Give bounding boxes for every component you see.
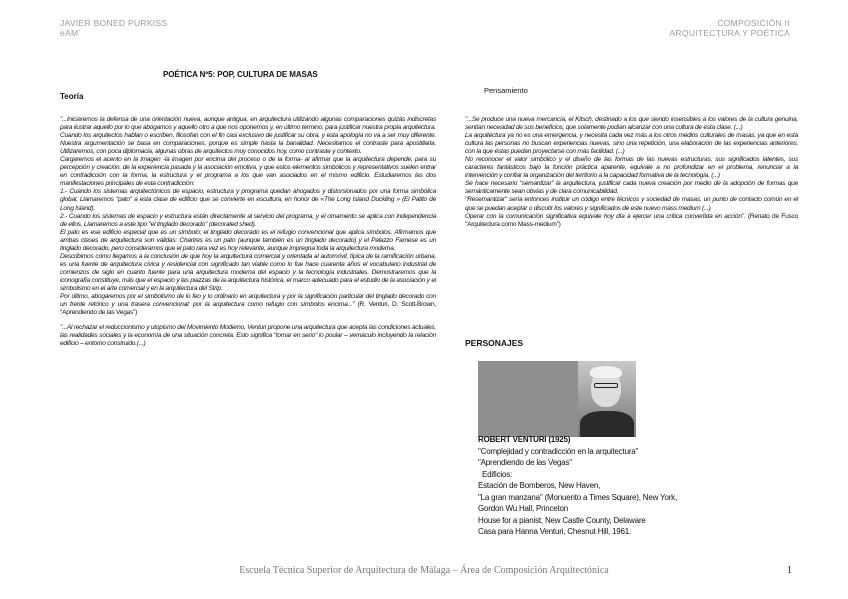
work-item: "Aprendiendo de las Vegas" — [478, 458, 572, 467]
personaje-info — [478, 434, 677, 538]
teoria-paragraph: 1.- Cuando los sistemas arquitectónicos de espacio, estructura y programa quedan ahogados y distorsionados por una forma simbólica global. Llamaremos "pato" a esta clase de edificio que se convierte en escultura, en honor de «The Long Island Duckling » (El Patito de Long Island). — [60, 188, 436, 212]
teoria-column — [60, 116, 436, 348]
pensamiento-paragraph: La arquitectura ya no es una emergencia, y necesita cada vez más a los otros medios culturales de masas, ya que en esta cultura las personas no buscan experiencias nuevas, sino una repetición, una elaboración de las experiencias anteriores, con la que éstas puedan proyectarse con más facilidad. (...) — [465, 132, 798, 156]
author-name: JAVIER BONED PURKISS — [60, 18, 168, 28]
header-left — [60, 18, 167, 38]
work-item: "La gran manzana" (Monuento a Times Square), New York, — [478, 492, 677, 502]
teoria-paragraph — [60, 293, 436, 317]
work-item: House for a pianist, New Castle County, Delaware — [478, 515, 646, 525]
work-item: Estación de Bomberos, New Haven, — [478, 481, 601, 490]
teoria-paragraph: 2.- Cuando los sistemas de espacio y estructura están directamente al servicio del programa, y el ornamento se aplica con independencia de ellos. Llamaremos a este tipo "el tinglado decorado" (decorated shed). — [60, 212, 436, 228]
work-item: Edificios: — [482, 469, 513, 479]
teoria-paragraph: "...Iniciaremos la defensa de una orientación nueva, aunque antigua, en arquitectura utilizando algunas comparaciones quizás indiscretas para ilustrar aquello por lo que abogamos y aquello otro a que nos oponemos y, en último término, para justificar nuestra propia arquitectura. Cuando los arquitectos hablan o escriben, filosofan con el fin casi exclusivo de justificar su obra, y esta apología no va a ser muy diferente. Nuestra argumentación se basa en comparaciones, porque es simple hasta la banalidad. Necesitamos el contraste para apostillarla. Utilizaremos, con poca diplomacia, algunas obras de arquitectos muy conocidos hoy, como contraste y contexto. — [60, 116, 436, 156]
pensamiento-paragraph — [465, 213, 798, 229]
pensamiento-paragraph: No reconocer el valor simbólico y el diseño de las formas de las nuevas estructuras, sus significados latentes, sus caracteres fantásticos bajo la función práctica aparente, equivale a no profundizar en el problema, renunciar a la intervención y confiar la organización del territorio a la capacidad formativa de la tecnología. (...) — [465, 156, 798, 180]
pensamiento-column — [465, 116, 798, 229]
personajes-heading: PERSONAJES — [465, 338, 524, 348]
teoria-paragraph: Describimos cómo llegamos a la conclusión de que hoy la arquitectura comercial y orientada al automóvil, típica de la ramificación urbana, es una fuente de arquitectura cívica y residencial con significado tan viable como lo fue hace cuarenta años el vocabulario industrial de comienzos de siglo en cuanto fuente para una arquitectura moderna del espacio y la tecnología industriales. Demostraremos que la iconografía constituye, más que el espacio y las piazzas de la arquitectura histórica, el marco adecuado para el estudio de la asociación y el simbolismo en el arte comercial y en la arquitectura del Strip. — [60, 252, 436, 292]
pensamiento-paragraph: "Resemantizar" sería entonces instituir un código entre técnicos y sociedad de masas, un punto de contacto común en el que se puedan aceptar o discutir los valores y significados de este nuevo mass medium (...) — [465, 196, 798, 212]
pensamiento-source: (Renato de Fusco "Arquitectura como Mass-medium") — [465, 212, 798, 228]
work-item: Casa para Hanna Venturi, Chesnut Hill, 1961. — [478, 527, 632, 536]
course-name: COMPOSICIÓN II — [717, 18, 790, 28]
teoria-quote: Por último, abogaremos por el simbolismo de lo feo y lo ordinario en arquitectura y por la significación particular del tinglado decorado con un frente retórico y una trasera convencional: por la arquitectura como refugio con símbolos encima..." — [60, 293, 436, 309]
teoria-heading: Teoría — [60, 92, 84, 101]
work-item: Gordon Wu Hall, Princeton — [478, 504, 569, 513]
pensamiento-heading: Pensamiento — [484, 86, 528, 95]
portrait-face — [578, 361, 636, 437]
personaje-name: ROBERT VENTURI (1925) — [478, 435, 571, 444]
header-right — [669, 18, 790, 38]
teoria-source: (R. Venturi, D. Scott-Brown, "Aprendiendo de las Vegas") — [60, 301, 436, 317]
portrait-photo — [478, 361, 636, 437]
pensamiento-quote: Operar con la comunicación significativa equivale hoy día a ejercer una crítica convertida en acción". — [465, 212, 746, 220]
pensamiento-paragraph: Se hace necesario "semantizar" la arquitectura, justificar cada nueva creación por medio de la adopción de formas que semánticamente sean obvias y de clara comunicabilidad. — [465, 180, 798, 196]
subject-name: ARQUITECTURA Y POÉTICA — [669, 28, 790, 38]
teoria-paragraph: El pato es ese edificio especial que es un símbolo; el tinglado decorado es el refugio convencional que aplica símbolos. Afirmamos que ambas clases de arquitectura son válidas: Chartres es un pato (aunque también es un tinglado decorado) y el Palazzo Farnese es un tinglado decorado, pero consideramos que el pato rara vez es hoy relevante, aunque impregna toda la arquitectura moderna. — [60, 228, 436, 252]
work-item: "Complejidad y contradicción en la arquitectura" — [478, 446, 639, 456]
page-footer: Escuela Técnica Superior de Arquitectura de Málaga – Área de Composición Arquitectónica — [239, 565, 609, 576]
school-abbrev: eAM´ — [60, 28, 82, 38]
teoria-paragraph: "...Al rechazar el reduccionismo y utopismo del Movimiento Moderno, Venturi propone una arquitectura que acepta las condiciones actuales, las realidades sociales y la economía de una situación concreta. Esto significa "tomar en serio" lo poular – vernáculo incluyendo la relación edificio – entorno construido.(...) — [60, 324, 436, 348]
page-number: 1 — [787, 565, 792, 576]
pensamiento-paragraph: "...Se produce una nueva mercancía, el Kitsch, destinado a los que siendo insensibles a los valores de la cultura genuina, sentían necesidad de sus beneficios, que solamente podían alcanzar con una cultura de esta clase. (...) — [465, 116, 798, 132]
teoria-paragraph: Cargaremos el acento en la imagen -la imagen por encima del proceso o de la forma- al afirmar que la arquitectura depende, para su percepción y creación, de la experiencia pasada y la asociación emotiva, y que estos elementos simbólicos y representativos suelen entrar en contradicción con la forma, la estructura y el programa a los que van asociados en el mismo edificio. Estudiaremos las dos manifestaciones principales de esta contradicción: — [60, 156, 436, 188]
document-title: POÉTICA Nº5: POP, CULTURA DE MASAS — [163, 70, 318, 79]
